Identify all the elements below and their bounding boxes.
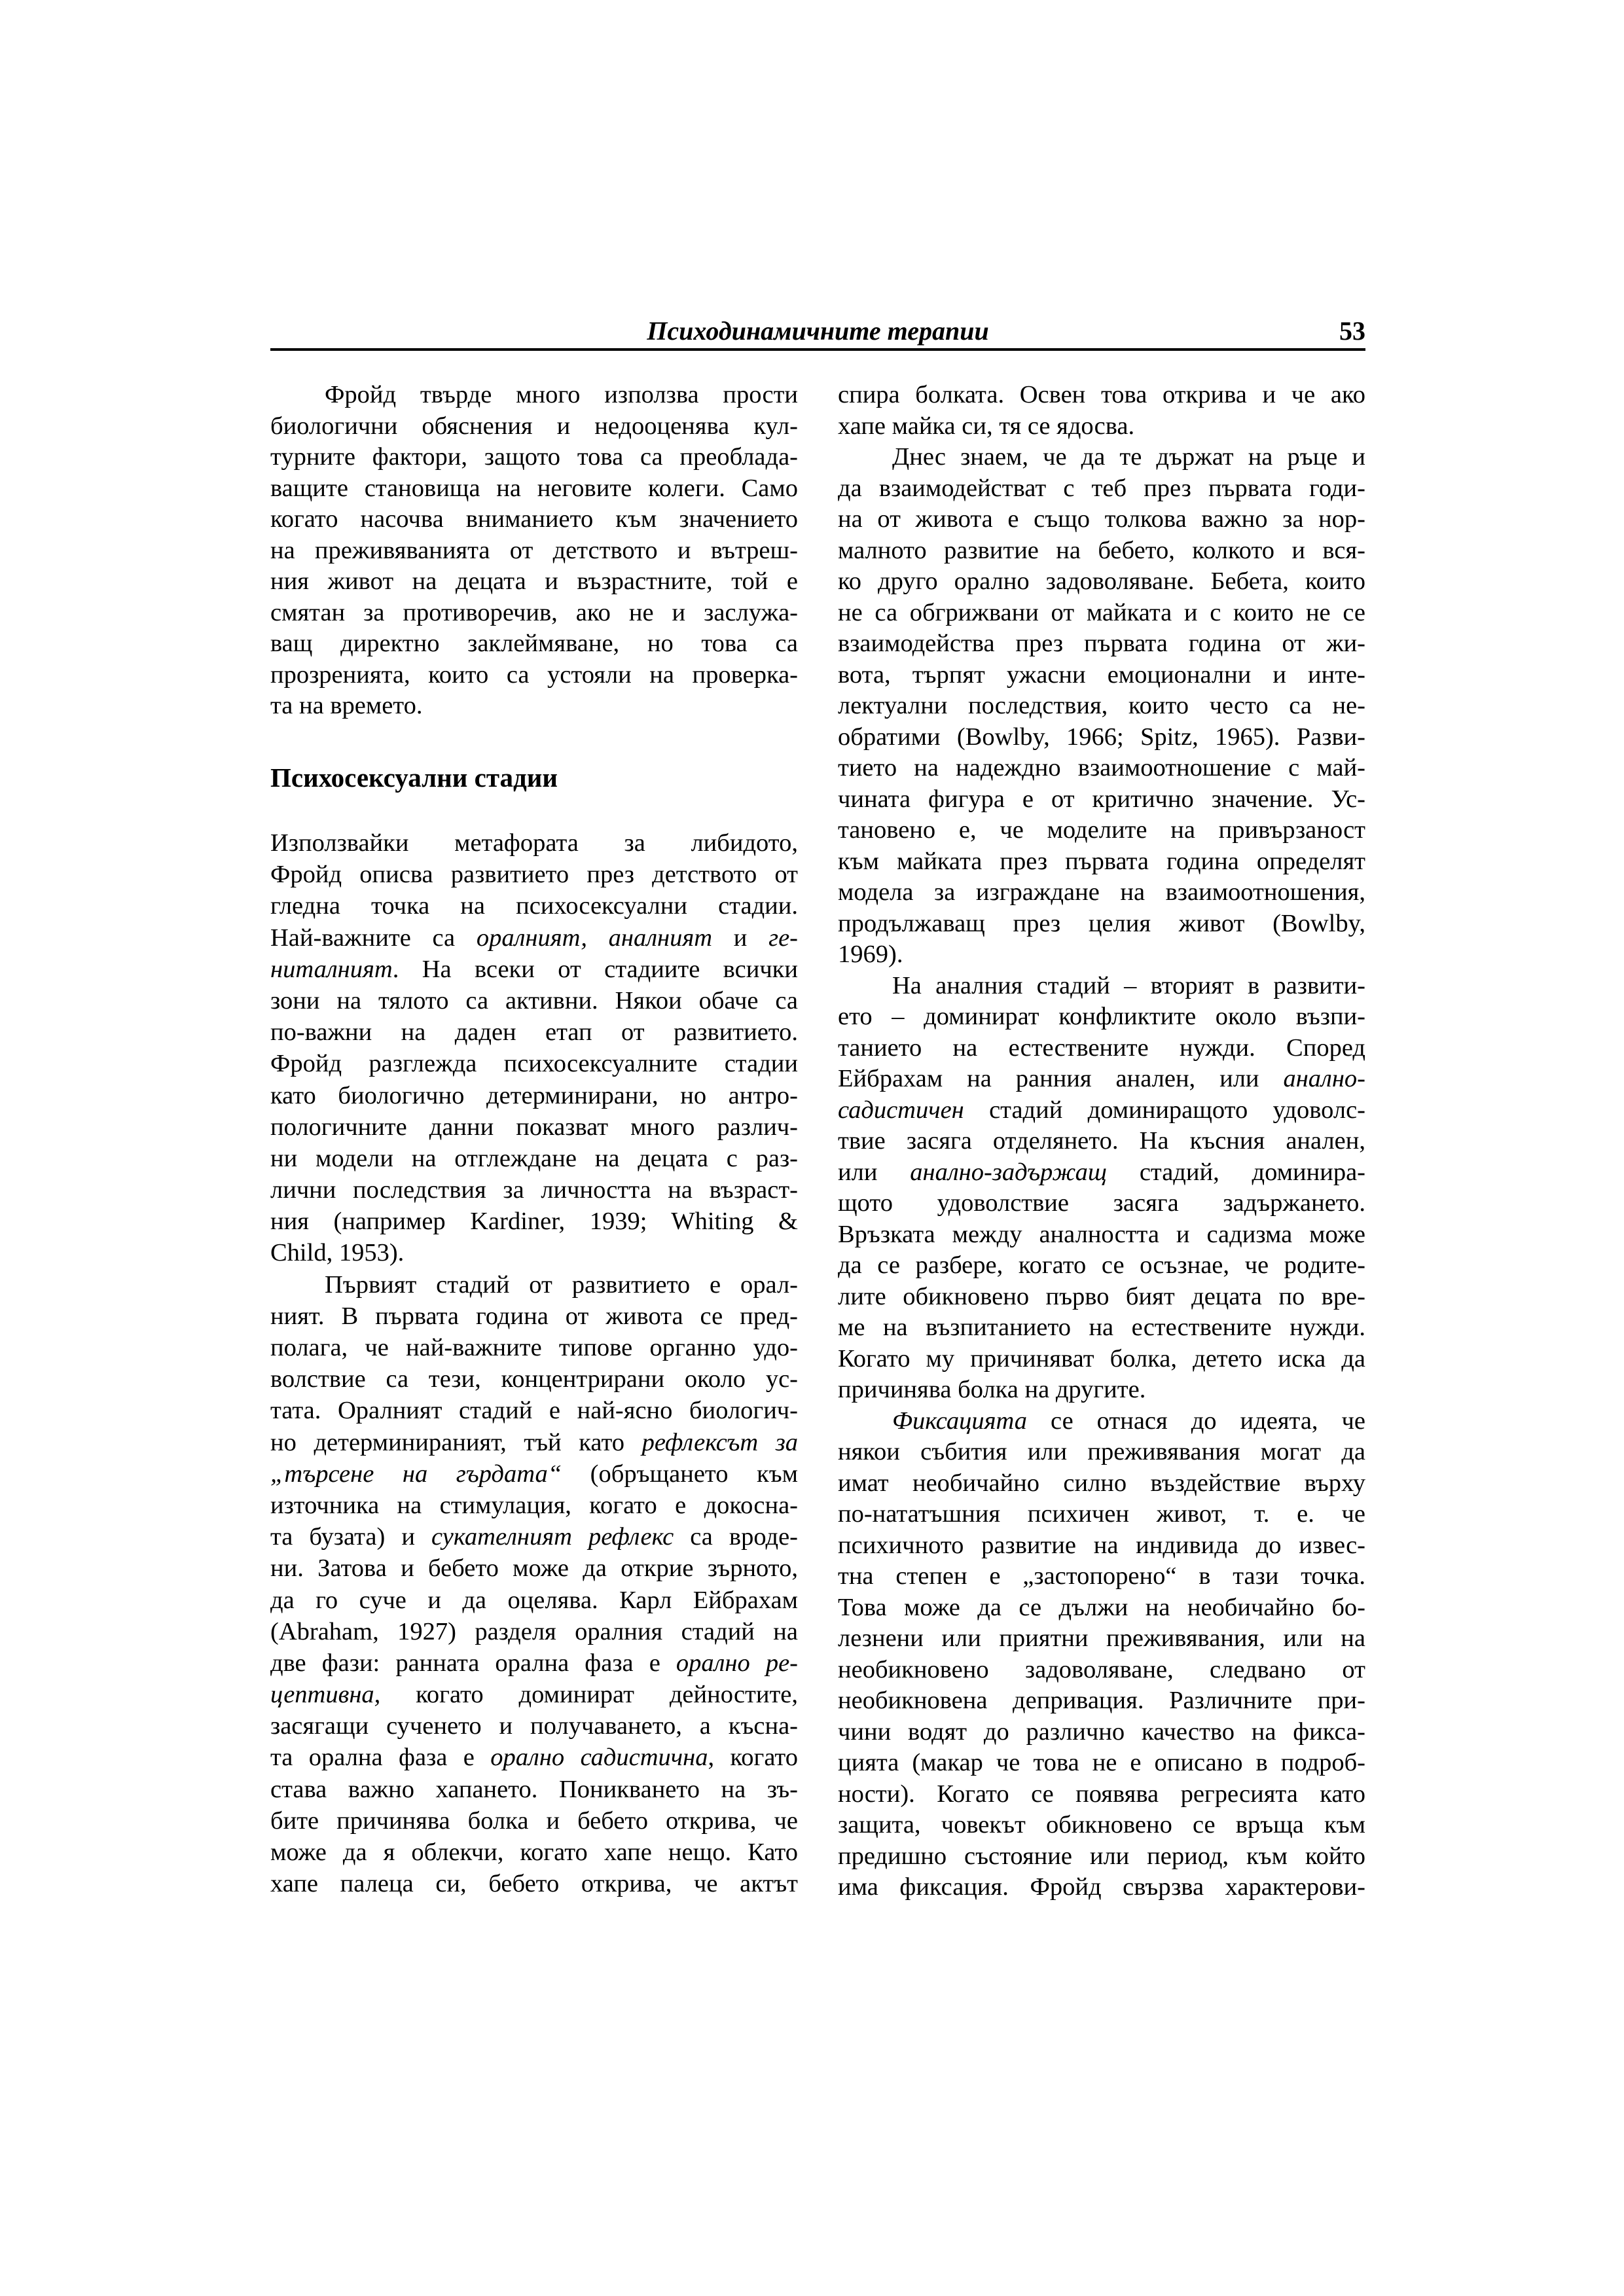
text-run: Когато му причиняват болка, детето иска да — [838, 1344, 1365, 1372]
text-line — [270, 1774, 798, 1805]
italic-term: анално-задържащ — [910, 1158, 1107, 1186]
text-line — [838, 1001, 1365, 1033]
text-line — [270, 859, 798, 890]
text-line — [270, 1616, 798, 1647]
text-line — [838, 442, 1365, 473]
text-run: защита, човекът обикновено се връща към — [838, 1811, 1365, 1839]
italic-term: „търсене на гърдата“ — [270, 1460, 562, 1488]
italic-term: садистичен — [838, 1096, 964, 1124]
text-line — [270, 1332, 798, 1363]
text-run: предишно състояние или период, към който — [838, 1842, 1365, 1870]
text-run: причинява болка на другите. — [838, 1376, 1146, 1403]
text-line — [270, 1300, 798, 1332]
paragraph — [270, 1269, 798, 1900]
text-line — [838, 1655, 1365, 1686]
text-line — [270, 1647, 798, 1679]
text-run: взаимодейства през първата година от жи- — [838, 630, 1365, 657]
italic-term: оралният, аналният — [476, 924, 713, 952]
text-line — [838, 1250, 1365, 1282]
text-run: по-нататъшния психичен живот, т. е. че — [838, 1500, 1365, 1528]
text-line — [838, 1312, 1365, 1344]
text-line — [270, 922, 798, 954]
text-line — [838, 1717, 1365, 1748]
text-line — [838, 1872, 1365, 1903]
text-run: става важно хапането. Поникването на зъ- — [270, 1775, 798, 1803]
text-line — [270, 473, 798, 505]
italic-term: анално- — [1283, 1065, 1365, 1092]
text-line — [270, 1585, 798, 1616]
text-line — [270, 1710, 798, 1742]
text-line — [270, 1868, 798, 1899]
text-line — [838, 1126, 1365, 1157]
text-run: (Abraham, 1927) разделя оралния стадий на — [270, 1617, 798, 1645]
text-run: твие засяга отделянето. На късния анален, — [838, 1127, 1365, 1155]
paragraph — [270, 380, 798, 722]
text-run: чини водят до различно качество на фикса- — [838, 1717, 1365, 1746]
text-run: източника на стимулация, когато е докосна- — [270, 1491, 798, 1519]
text-run: ния (например Kardiner, 1939; Whiting & — [270, 1208, 798, 1236]
text-run: необикновено задоволяване, следвано от — [838, 1655, 1365, 1683]
text-line — [838, 939, 1365, 971]
paragraph — [838, 1406, 1365, 1903]
text-run: , когато — [708, 1744, 798, 1772]
text-run: лектуални последствия, които често са не- — [838, 692, 1365, 719]
text-line — [838, 504, 1365, 535]
text-run: не са обгрижвани от майката и с които не се — [838, 598, 1365, 626]
text-line — [838, 628, 1365, 660]
text-line — [838, 1406, 1365, 1437]
paragraph — [838, 380, 1365, 442]
text-run: когато насочва вниманието към значението — [270, 505, 798, 533]
text-line — [270, 985, 798, 1016]
text-line — [270, 890, 798, 922]
text-line — [270, 442, 798, 473]
text-run: ният. В първата година от живота се пред- — [270, 1302, 798, 1330]
text-run: Child, 1953). — [270, 1239, 405, 1267]
text-run: волствие са тези, концентрирани около ус- — [270, 1365, 798, 1393]
text-line — [838, 784, 1365, 816]
text-line — [270, 628, 798, 660]
text-run: . На всеки от стадиите всички — [392, 955, 798, 983]
text-line — [270, 1111, 798, 1143]
text-run: спира болката. Освен това открива и че ако — [838, 381, 1365, 408]
text-run: хапе майка си, тя се ядосва. — [838, 412, 1135, 440]
text-line — [270, 1048, 798, 1079]
text-line — [838, 1157, 1365, 1189]
section-heading-text: Психосексуални стадии — [270, 762, 558, 793]
text-line — [270, 566, 798, 598]
text-line — [838, 815, 1365, 846]
text-run: на преживяванията от детството и вътреш- — [270, 536, 798, 564]
text-line — [838, 1779, 1365, 1810]
text-run: ме на възпитанието на естествените нужди. — [838, 1314, 1365, 1341]
text-line — [838, 1499, 1365, 1530]
text-run: на от живота е също толкова важно за нор- — [838, 505, 1365, 533]
text-run: турните фактори, защото това са преоблада- — [270, 443, 798, 471]
text-run: две фази: ранната орална фаза е — [270, 1649, 676, 1677]
italic-term: сукателният рефлекс — [431, 1523, 674, 1551]
text-line — [270, 1742, 798, 1773]
text-line — [838, 1344, 1365, 1375]
text-run: ности). Когато се появява регресията като — [838, 1780, 1365, 1808]
section-heading — [270, 762, 798, 793]
text-run: та орална фаза е — [270, 1744, 491, 1772]
text-run: цията (макар че това не е описано в подроб- — [838, 1749, 1365, 1776]
text-run: Днес знаем, че да те държат на ръце и — [892, 443, 1365, 471]
text-run: тановено е, че моделите на привързаност — [838, 816, 1365, 844]
text-run: Фройд описва развитието през детството от — [270, 861, 798, 889]
text-run: да го суче и да оцелява. Карл Ейбрахам — [270, 1586, 798, 1614]
text-line — [838, 380, 1365, 411]
text-line — [270, 1679, 798, 1710]
text-line — [838, 473, 1365, 505]
text-run: лични последствия за личността на възраст- — [270, 1176, 798, 1204]
text-run: полага, че най-важните типове органно удо- — [270, 1334, 798, 1361]
text-line — [270, 954, 798, 985]
text-line — [838, 1219, 1365, 1251]
text-run: но детерминираният, тъй като — [270, 1428, 642, 1456]
text-run: 1969). — [838, 941, 903, 968]
text-line — [838, 1685, 1365, 1717]
text-line — [838, 1810, 1365, 1841]
text-line — [838, 1282, 1365, 1313]
text-line — [838, 1437, 1365, 1468]
running-header — [270, 314, 1365, 348]
italic-term: орално садистична — [490, 1744, 708, 1772]
text-run: ни модели на отглеждане на децата с раз- — [270, 1144, 798, 1172]
text-run: ващ директно заклеймяване, но това са — [270, 630, 798, 657]
paragraph — [270, 827, 798, 1269]
text-run: тата. Оралният стадий е най-ясно биологич- — [270, 1397, 798, 1425]
text-run: На аналния стадий – вторият в развити- — [892, 971, 1365, 999]
text-run: ко друго орално задоволяване. Бебета, които — [838, 567, 1365, 595]
text-run: смятан за противоречив, ако не и заслужа- — [270, 598, 798, 626]
text-run: Най-важните са — [270, 924, 477, 952]
text-line — [270, 1237, 798, 1268]
text-line — [838, 1748, 1365, 1779]
text-line — [838, 411, 1365, 442]
text-run: Фройд твърде много използва прости — [325, 381, 798, 408]
text-run: продължаващ през целия живот (Bowlby, — [838, 909, 1365, 937]
text-run: бите причинява болка и бебето открива, че — [270, 1806, 798, 1835]
text-line — [270, 1521, 798, 1552]
text-line — [270, 1174, 798, 1206]
text-line — [270, 1490, 798, 1521]
italic-term: ниталният — [270, 955, 393, 983]
text-run: ния живот на децата и възрастните, той е — [270, 567, 798, 595]
text-run: прозренията, които са устояли на проверка- — [270, 660, 798, 689]
text-run: та на времето. — [270, 692, 423, 719]
text-line — [270, 1837, 798, 1868]
text-line — [838, 1095, 1365, 1126]
text-line — [838, 566, 1365, 598]
text-run: щото удоволствие засяга задържането. — [838, 1189, 1365, 1217]
text-line — [270, 1206, 798, 1237]
text-run: се отнася до идеята, че — [1027, 1407, 1365, 1435]
text-line — [270, 1552, 798, 1584]
text-run: има фиксация. Фройд свързва характерови- — [838, 1873, 1365, 1901]
text-run: гледна точка на психосексуални стадии. — [270, 892, 798, 920]
text-run: стадий, доминира- — [1106, 1158, 1365, 1186]
text-line — [270, 1016, 798, 1048]
text-line — [838, 1064, 1365, 1095]
text-line — [838, 535, 1365, 567]
text-line — [270, 1458, 798, 1490]
text-line — [270, 598, 798, 629]
text-line — [838, 1561, 1365, 1592]
text-line — [838, 722, 1365, 753]
text-line — [270, 535, 798, 567]
text-line — [838, 1033, 1365, 1064]
text-run: Първият стадий от развитието е орал- — [325, 1270, 798, 1299]
text-run: зони на тялото са активни. Някои обаче са — [270, 986, 798, 1014]
text-line — [838, 1592, 1365, 1624]
text-line — [270, 1143, 798, 1174]
text-line — [270, 1427, 798, 1458]
text-run: засягащи сученето и получаването, а късна- — [270, 1712, 798, 1740]
text-line — [838, 753, 1365, 784]
text-line — [838, 1530, 1365, 1562]
text-run: лите обикновено първо бият децата по вре- — [838, 1282, 1365, 1310]
text-line — [838, 691, 1365, 722]
text-line — [270, 1363, 798, 1395]
text-line — [270, 504, 798, 535]
text-run: лезнени или приятни преживявания, или на — [838, 1624, 1365, 1652]
text-run: като биологично детерминирани, но антро- — [270, 1081, 798, 1109]
page-number: 53 — [1339, 316, 1365, 346]
text-line — [838, 1623, 1365, 1655]
text-line — [838, 908, 1365, 940]
text-run: и — [712, 924, 769, 952]
text-run: ето – доминират конфликтите около възпи- — [838, 1003, 1365, 1030]
text-run: или — [838, 1158, 911, 1186]
text-run: да се разбере, когато се осъзнае, че родите- — [838, 1251, 1365, 1279]
text-line — [838, 660, 1365, 691]
text-line — [270, 1080, 798, 1111]
running-title: Психодинамичните терапии — [647, 316, 989, 346]
text-run: по-важни на даден етап от развитието. — [270, 1018, 798, 1047]
text-run: модела за изграждане на взаимоотношения, — [838, 878, 1365, 906]
text-run: Използвайки метафората за либидото, — [270, 829, 798, 857]
text-line — [270, 411, 798, 442]
text-line — [270, 1269, 798, 1300]
text-line — [838, 1188, 1365, 1219]
text-run: (обръщането към — [562, 1460, 798, 1488]
text-run: обратими (Bowlby, 1966; Spitz, 1965). Разви- — [838, 723, 1365, 751]
text-line — [270, 1805, 798, 1837]
text-line — [838, 1374, 1365, 1406]
text-run: та бузата) и — [270, 1523, 431, 1551]
italic-term: Фиксацията — [892, 1407, 1028, 1435]
text-line — [270, 827, 798, 859]
text-line — [838, 846, 1365, 878]
text-run: когато доминират дейностите, — [380, 1681, 798, 1709]
text-run: танието на естествените нужди. Според — [838, 1033, 1365, 1062]
text-line — [838, 598, 1365, 629]
italic-term: рефлексът за — [641, 1428, 798, 1456]
header-rule — [270, 348, 1365, 351]
text-line — [270, 660, 798, 691]
text-run: малното развитие на бебето, колкото и вся- — [838, 536, 1365, 564]
italic-term: ге- — [768, 924, 798, 952]
text-run: имат необичайно силно въздействие върху — [838, 1469, 1365, 1497]
text-line — [270, 380, 798, 411]
text-run: Връзката между аналността и садизма може — [838, 1220, 1365, 1248]
text-run: някои събития или преживявания могат да — [838, 1438, 1365, 1465]
text-run: са вроде- — [674, 1523, 798, 1551]
text-run: към майката през първата година определят — [838, 847, 1365, 875]
text-run: тна степен е „застопорено“ в тази точка. — [838, 1562, 1365, 1590]
text-run: стадий доминиращото удоволс- — [964, 1096, 1365, 1124]
text-run: психичното развитие на индивида до извес- — [838, 1531, 1365, 1559]
paragraph — [838, 971, 1365, 1406]
text-line — [838, 877, 1365, 908]
text-run: може да я облекчи, когато хапе нещо. Като — [270, 1839, 798, 1866]
text-run: пологичните данни показват много различ- — [270, 1113, 798, 1141]
text-run: необикновена депривация. Различните при- — [838, 1687, 1365, 1714]
text-run: Това може да се дължи на необичайно бо- — [838, 1593, 1365, 1621]
text-run: Фройд разглежда психосексуалните стадии — [270, 1050, 798, 1078]
text-line — [838, 971, 1365, 1002]
text-run: Ейбрахам на ранния анален, или — [838, 1065, 1284, 1092]
text-run: ни. Затова и бебето може да открие зърното, — [270, 1554, 798, 1583]
text-run: тието на надеждно взаимоотношение с май- — [838, 754, 1365, 781]
italic-term: орално ре- — [676, 1649, 798, 1677]
text-run: вота, търпят ужасни емоционални и инте- — [838, 660, 1365, 689]
text-run: да взаимодействат с теб през първата годи- — [838, 474, 1365, 502]
text-run: ващите становища на неговите колеги. Само — [270, 474, 798, 502]
text-run: биологични обяснения и недооценява кул- — [270, 412, 798, 440]
italic-term: цептивна, — [270, 1681, 381, 1709]
text-line — [838, 1468, 1365, 1499]
text-run: чината фигура е от критично значение. Ус- — [838, 785, 1365, 813]
text-line — [838, 1841, 1365, 1873]
paragraph — [838, 442, 1365, 971]
text-line — [270, 1395, 798, 1426]
text-run: хапе палеца си, бебето открива, че актът — [270, 1870, 798, 1898]
text-line — [270, 691, 798, 722]
